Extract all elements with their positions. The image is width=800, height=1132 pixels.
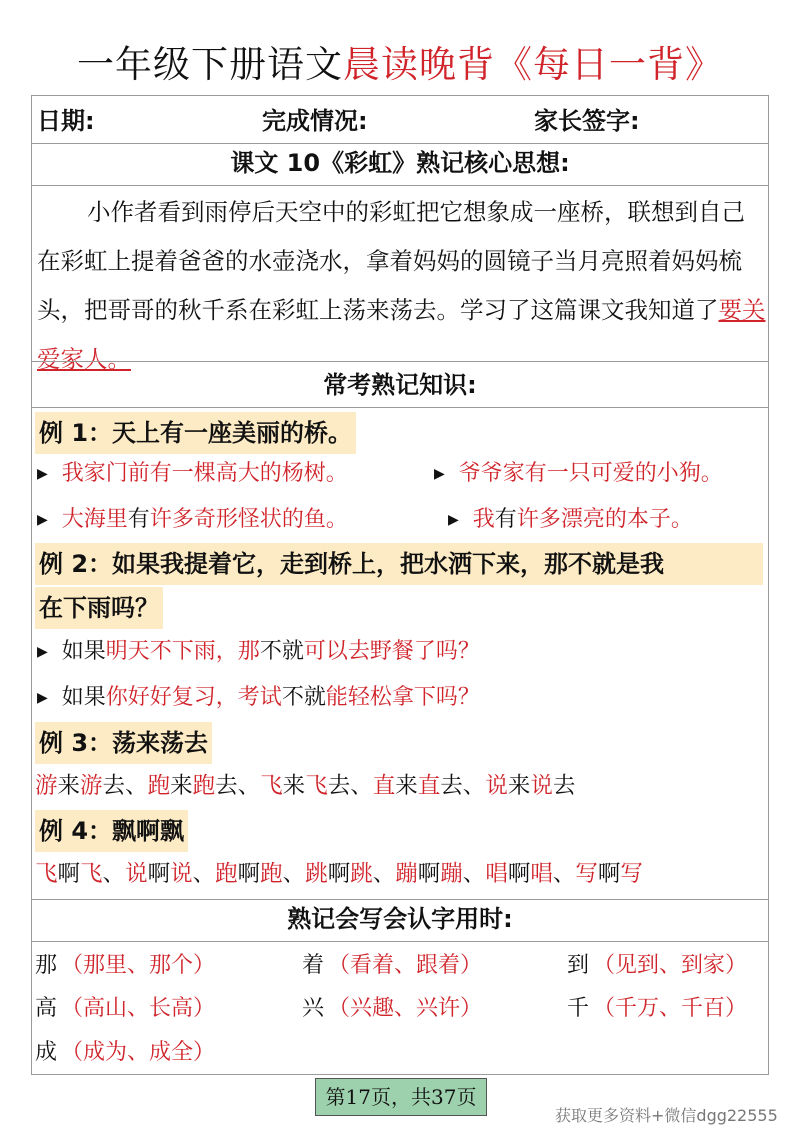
word-item — [35, 992, 215, 1026]
phrase-red-part: 说 — [485, 773, 508, 799]
date-label: 日期: — [37, 107, 95, 135]
lesson-text: 小作者看到雨停后天空中的彩虹把它想象成一座桥，联想到自己在彩虹上提着爸爸的水壶浇水，拿着妈妈的圆镜子当月亮照着妈妈梳头，把哥哥的秋千系在彩虹上荡来荡去。学习了这篇课文我知道了 — [37, 198, 745, 324]
title-black: 一年级下册语文 — [77, 43, 343, 86]
triangle-bullet-icon: ▶ — [448, 512, 459, 528]
bullet-part: 如果 — [61, 685, 106, 710]
word-item — [567, 949, 747, 983]
word-char: 千 — [567, 996, 590, 1021]
separator: 、 — [552, 861, 576, 887]
title-red: 晨读晚背《每日一背》 — [343, 43, 723, 86]
worksheet-frame — [31, 95, 769, 1075]
word-char: 到 — [567, 953, 590, 978]
example-4-line — [35, 857, 643, 891]
word-char: 兴 — [302, 996, 325, 1021]
phrase-part: 啊 — [327, 861, 351, 887]
divider — [32, 899, 768, 900]
word-char: 着 — [302, 953, 325, 978]
word-item — [567, 992, 747, 1026]
bullet-part: 有 — [494, 507, 517, 532]
separator: 、 — [372, 861, 396, 887]
phrase-part: 来 — [170, 773, 193, 799]
page-title — [0, 40, 800, 90]
phrase-red-part: 写 — [620, 861, 643, 887]
separator: 、 — [282, 861, 306, 887]
word-examples: （见到、到家） — [593, 953, 748, 978]
divider — [32, 941, 768, 942]
phrase-red-part: 说 — [530, 773, 553, 799]
word-examples: （那里、那个） — [61, 953, 216, 978]
phrase-red-part: 跳 — [350, 861, 373, 887]
phrase-red-part: 唱 — [485, 861, 508, 887]
phrase-red-part: 游 — [80, 773, 103, 799]
phrase-red-part: 跑 — [215, 861, 238, 887]
example-1-label: 例 1：天上有一座美丽的桥。 — [35, 412, 356, 454]
phrase-red-part: 游 — [35, 773, 58, 799]
bullet-part: 有 — [127, 507, 150, 532]
phrase-red-part: 跑 — [260, 861, 283, 887]
phrase-red-part: 说 — [125, 861, 148, 887]
bullet-part: 你好好复习，考试 — [105, 685, 282, 710]
word-item — [35, 949, 215, 983]
phrase-red-part: 直 — [372, 773, 396, 799]
words-heading: 熟记会写会认字用时: — [287, 905, 513, 933]
phrase-red-part: 写 — [575, 861, 598, 887]
phrase-red-part: 直 — [417, 773, 441, 799]
example-2-bullet-2 — [37, 682, 480, 714]
word-char: 高 — [35, 996, 58, 1021]
phrase-part: 啊 — [417, 861, 441, 887]
phrase-red-part: 跑 — [192, 773, 216, 799]
phrase-red-part: 说 — [170, 861, 193, 887]
bullet-part: 明天不下雨，那 — [105, 639, 260, 664]
example-1-bullet-3 — [37, 504, 348, 536]
word-item — [35, 1036, 215, 1070]
watermark: 获取更多资料+微信dgg22555 — [555, 1106, 778, 1125]
phrase-part: 啊 — [237, 861, 261, 887]
bullet-text: 爷爷家有一只可爱的小狗。 — [458, 461, 723, 486]
separator: 、 — [125, 773, 148, 799]
bullet-part: 可以去野餐了吗？ — [303, 639, 480, 664]
triangle-bullet-icon: ▶ — [37, 690, 48, 706]
divider — [32, 185, 768, 186]
signature-label: 家长签字: — [534, 107, 640, 135]
bullet-part: 大海里 — [61, 507, 128, 532]
lesson-paragraph — [37, 188, 767, 384]
phrase-red-part: 唱 — [530, 861, 553, 887]
phrase-part: 去 — [440, 773, 463, 799]
lesson-heading: 课文 10《彩虹》熟记核心思想: — [230, 149, 570, 177]
separator: 、 — [462, 861, 486, 887]
divider — [32, 143, 768, 144]
phrase-part: 去 — [215, 773, 238, 799]
divider — [32, 361, 768, 362]
phrase-part: 来 — [57, 773, 81, 799]
phrase-part: 去 — [552, 773, 576, 799]
bullet-part: 不就 — [281, 685, 326, 710]
example-1-bullet-2 — [434, 458, 723, 490]
page-number-badge: 第17页，共37页 — [315, 1078, 487, 1116]
phrase-part: 来 — [507, 773, 531, 799]
bullet-text: 我家门前有一棵高大的杨树。 — [61, 461, 348, 486]
example-1-bullet-4 — [448, 504, 693, 536]
phrase-part: 啊 — [147, 861, 171, 887]
phrase-part: 啊 — [597, 861, 621, 887]
word-char: 成 — [35, 1040, 58, 1065]
bullet-part: 如果 — [61, 639, 106, 664]
phrase-red-part: 飞 — [305, 773, 328, 799]
phrase-part: 啊 — [507, 861, 531, 887]
separator: 、 — [192, 861, 216, 887]
separator: 、 — [350, 773, 373, 799]
word-examples: （看着、跟着） — [328, 953, 483, 978]
phrase-part: 来 — [395, 773, 418, 799]
bullet-part: 不就 — [259, 639, 304, 664]
knowledge-heading: 常考熟记知识: — [323, 371, 477, 399]
word-examples: （兴趣、兴许） — [328, 996, 483, 1021]
word-char: 那 — [35, 953, 58, 978]
triangle-bullet-icon: ▶ — [434, 466, 445, 482]
word-item — [302, 949, 482, 983]
bullet-part: 许多奇形怪状的鱼。 — [149, 507, 348, 532]
phrase-part: 啊 — [57, 861, 81, 887]
example-2-label-line2: 在下雨吗？ — [35, 587, 163, 629]
example-3-line — [35, 769, 575, 803]
phrase-red-part: 跳 — [305, 861, 328, 887]
bullet-part: 能轻松拿下吗？ — [325, 685, 480, 710]
example-1-bullet-1 — [37, 458, 348, 490]
example-3-label: 例 3：荡来荡去 — [35, 722, 212, 764]
triangle-bullet-icon: ▶ — [37, 644, 48, 660]
separator: 、 — [237, 773, 261, 799]
phrase-red-part: 飞 — [35, 861, 58, 887]
phrase-red-part: 蹦 — [440, 861, 463, 887]
separator: 、 — [462, 773, 486, 799]
example-4-label: 例 4：飘啊飘 — [35, 810, 188, 852]
word-item — [302, 992, 482, 1026]
example-2-bullet-1 — [37, 636, 480, 668]
phrase-red-part: 飞 — [80, 861, 103, 887]
example-2-label-line1: 例 2：如果我提着它，走到桥上，把水洒下来，那不就是我 — [35, 543, 763, 585]
word-examples: （千万、千百） — [593, 996, 748, 1021]
phrase-red-part: 飞 — [260, 773, 283, 799]
status-label: 完成情况: — [262, 107, 368, 135]
word-examples: （成为、成全） — [61, 1040, 216, 1065]
bullet-part: 许多漂亮的本子。 — [516, 507, 693, 532]
phrase-part: 去 — [102, 773, 126, 799]
phrase-part: 去 — [327, 773, 351, 799]
phrase-red-part: 蹦 — [395, 861, 418, 887]
word-examples: （高山、长高） — [61, 996, 216, 1021]
lesson-highlight: 要关爱家人。 — [37, 296, 766, 373]
phrase-red-part: 跑 — [147, 773, 171, 799]
bullet-part: 我 — [472, 507, 495, 532]
separator: 、 — [102, 861, 126, 887]
divider — [32, 407, 768, 408]
phrase-part: 来 — [282, 773, 306, 799]
triangle-bullet-icon: ▶ — [37, 466, 48, 482]
triangle-bullet-icon: ▶ — [37, 512, 48, 528]
